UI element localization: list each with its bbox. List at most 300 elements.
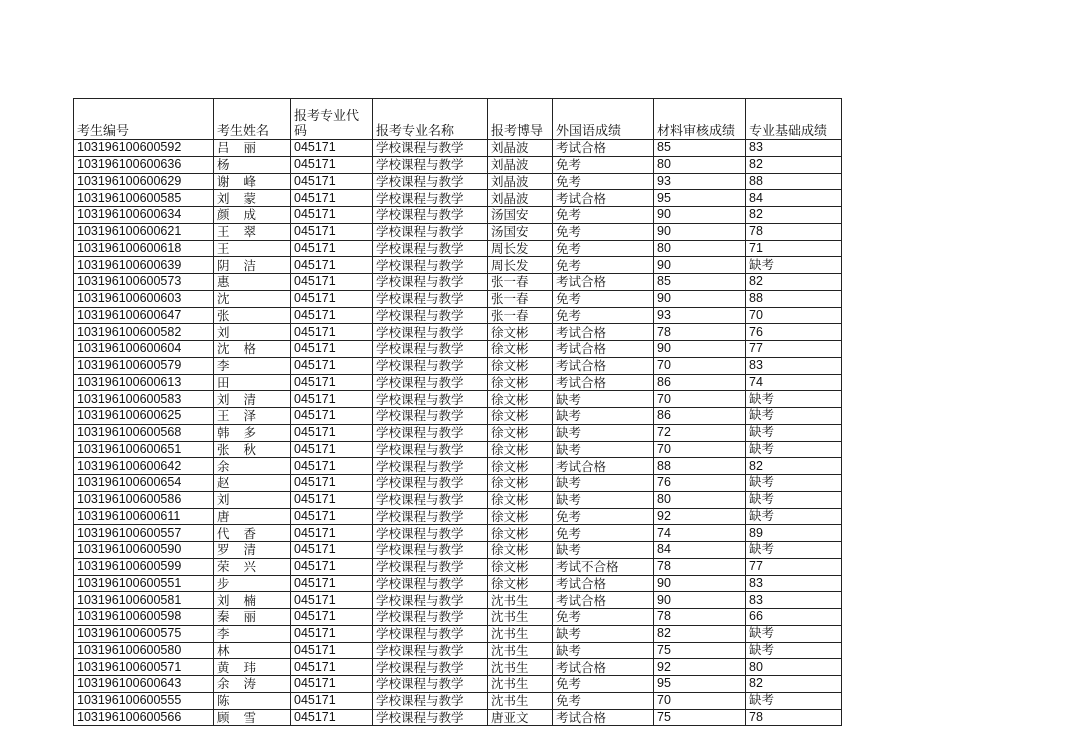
table-row — [74, 441, 842, 458]
professional-basis-score-cell: 88 — [746, 173, 842, 190]
candidate-id-cell: 103196100600625 — [74, 408, 214, 425]
table-row — [74, 659, 842, 676]
major-code-cell: 045171 — [291, 709, 373, 726]
material-review-score-cell: 82 — [654, 625, 746, 642]
candidate-id-cell: 103196100600642 — [74, 458, 214, 475]
major-code-cell: 045171 — [291, 341, 373, 358]
foreign-language-score-cell: 考试不合格 — [553, 558, 654, 575]
candidate-id-cell: 103196100600654 — [74, 475, 214, 492]
supervisor-cell: 唐亚文 — [488, 709, 553, 726]
major-code-cell: 045171 — [291, 190, 373, 207]
major-name-cell: 学校课程与教学 — [373, 156, 488, 173]
table-row — [74, 592, 842, 609]
candidate-name-cell: 余 — [214, 458, 291, 475]
candidate-name-cell: 刘楠 — [214, 592, 291, 609]
major-code-cell: 045171 — [291, 642, 373, 659]
header-material-review-score: 材料审核成绩 — [654, 99, 746, 140]
foreign-language-score-cell: 缺考 — [553, 424, 654, 441]
major-name-cell: 学校课程与教学 — [373, 491, 488, 508]
candidate-name-cell: 王 — [214, 240, 291, 257]
major-name-cell: 学校课程与教学 — [373, 475, 488, 492]
professional-basis-score-cell: 缺考 — [746, 408, 842, 425]
major-code-cell: 045171 — [291, 307, 373, 324]
supervisor-cell: 刘晶波 — [488, 140, 553, 157]
candidate-id-cell: 103196100600557 — [74, 525, 214, 542]
supervisor-cell: 张一春 — [488, 274, 553, 291]
supervisor-cell: 徐文彬 — [488, 542, 553, 559]
table-row — [74, 391, 842, 408]
major-code-cell: 045171 — [291, 156, 373, 173]
supervisor-cell: 徐文彬 — [488, 441, 553, 458]
foreign-language-score-cell: 考试合格 — [553, 709, 654, 726]
foreign-language-score-cell: 考试合格 — [553, 575, 654, 592]
professional-basis-score-cell: 80 — [746, 659, 842, 676]
material-review-score-cell: 92 — [654, 508, 746, 525]
major-code-cell: 045171 — [291, 240, 373, 257]
major-code-cell: 045171 — [291, 290, 373, 307]
table-row — [74, 676, 842, 693]
major-name-cell: 学校课程与教学 — [373, 542, 488, 559]
supervisor-cell: 刘晶波 — [488, 190, 553, 207]
professional-basis-score-cell: 缺考 — [746, 257, 842, 274]
material-review-score-cell: 75 — [654, 642, 746, 659]
professional-basis-score-cell: 88 — [746, 290, 842, 307]
candidate-name-cell: 张 — [214, 307, 291, 324]
major-name-cell: 学校课程与教学 — [373, 324, 488, 341]
major-code-cell: 045171 — [291, 357, 373, 374]
foreign-language-score-cell: 考试合格 — [553, 374, 654, 391]
major-code-cell: 045171 — [291, 558, 373, 575]
candidate-name-cell: 吕丽 — [214, 140, 291, 157]
material-review-score-cell: 80 — [654, 491, 746, 508]
professional-basis-score-cell: 缺考 — [746, 424, 842, 441]
professional-basis-score-cell: 缺考 — [746, 542, 842, 559]
candidate-id-cell: 103196100600613 — [74, 374, 214, 391]
major-name-cell: 学校课程与教学 — [373, 374, 488, 391]
candidate-name-cell: 张秋 — [214, 441, 291, 458]
table-row — [74, 307, 842, 324]
material-review-score-cell: 92 — [654, 659, 746, 676]
table-row — [74, 542, 842, 559]
professional-basis-score-cell: 82 — [746, 156, 842, 173]
table-row — [74, 324, 842, 341]
candidate-name-cell: 唐 — [214, 508, 291, 525]
professional-basis-score-cell: 缺考 — [746, 692, 842, 709]
table-row — [74, 274, 842, 291]
professional-basis-score-cell: 83 — [746, 357, 842, 374]
material-review-score-cell: 90 — [654, 290, 746, 307]
foreign-language-score-cell: 考试合格 — [553, 140, 654, 157]
foreign-language-score-cell: 免考 — [553, 609, 654, 626]
candidate-name-cell: 颜成 — [214, 207, 291, 224]
candidate-id-cell: 103196100600566 — [74, 709, 214, 726]
material-review-score-cell: 90 — [654, 592, 746, 609]
material-review-score-cell: 70 — [654, 391, 746, 408]
candidate-name-cell: 李 — [214, 357, 291, 374]
table-row — [74, 240, 842, 257]
supervisor-cell: 徐文彬 — [488, 491, 553, 508]
supervisor-cell: 徐文彬 — [488, 558, 553, 575]
major-code-cell: 045171 — [291, 609, 373, 626]
material-review-score-cell: 84 — [654, 542, 746, 559]
major-name-cell: 学校课程与教学 — [373, 592, 488, 609]
supervisor-cell: 张一春 — [488, 307, 553, 324]
major-name-cell: 学校课程与教学 — [373, 190, 488, 207]
professional-basis-score-cell: 82 — [746, 458, 842, 475]
material-review-score-cell: 86 — [654, 408, 746, 425]
header-major-name: 报考专业名称 — [373, 99, 488, 140]
candidate-name-cell: 赵 — [214, 475, 291, 492]
table-row — [74, 625, 842, 642]
header-foreign-language-score: 外国语成绩 — [553, 99, 654, 140]
candidate-id-cell: 103196100600586 — [74, 491, 214, 508]
major-code-cell: 045171 — [291, 692, 373, 709]
professional-basis-score-cell: 缺考 — [746, 491, 842, 508]
material-review-score-cell: 88 — [654, 458, 746, 475]
candidate-id-cell: 103196100600611 — [74, 508, 214, 525]
candidate-id-cell: 103196100600580 — [74, 642, 214, 659]
table-row — [74, 558, 842, 575]
foreign-language-score-cell: 考试合格 — [553, 190, 654, 207]
supervisor-cell: 汤国安 — [488, 223, 553, 240]
professional-basis-score-cell: 82 — [746, 676, 842, 693]
foreign-language-score-cell: 免考 — [553, 525, 654, 542]
supervisor-cell: 徐文彬 — [488, 575, 553, 592]
table-row — [74, 508, 842, 525]
candidate-name-cell: 阴洁 — [214, 257, 291, 274]
foreign-language-score-cell: 免考 — [553, 676, 654, 693]
table-row — [74, 223, 842, 240]
supervisor-cell: 徐文彬 — [488, 341, 553, 358]
major-name-cell: 学校课程与教学 — [373, 676, 488, 693]
foreign-language-score-cell: 考试合格 — [553, 357, 654, 374]
material-review-score-cell: 85 — [654, 274, 746, 291]
professional-basis-score-cell: 77 — [746, 341, 842, 358]
header-major-code: 报考专业代码 — [291, 99, 373, 140]
major-code-cell: 045171 — [291, 140, 373, 157]
major-code-cell: 045171 — [291, 508, 373, 525]
candidate-id-cell: 103196100600639 — [74, 257, 214, 274]
foreign-language-score-cell: 免考 — [553, 692, 654, 709]
candidate-id-cell: 103196100600582 — [74, 324, 214, 341]
table-body — [74, 140, 842, 726]
header-supervisor: 报考博导 — [488, 99, 553, 140]
candidate-name-cell: 沈格 — [214, 341, 291, 358]
material-review-score-cell: 93 — [654, 307, 746, 324]
major-code-cell: 045171 — [291, 458, 373, 475]
professional-basis-score-cell: 缺考 — [746, 441, 842, 458]
candidate-name-cell: 秦丽 — [214, 609, 291, 626]
candidate-name-cell: 田 — [214, 374, 291, 391]
header-candidate-id: 考生编号 — [74, 99, 214, 140]
professional-basis-score-cell: 71 — [746, 240, 842, 257]
supervisor-cell: 周长发 — [488, 240, 553, 257]
candidate-name-cell: 荣兴 — [214, 558, 291, 575]
foreign-language-score-cell: 缺考 — [553, 408, 654, 425]
material-review-score-cell: 70 — [654, 692, 746, 709]
table-row — [74, 424, 842, 441]
foreign-language-score-cell: 免考 — [553, 156, 654, 173]
major-name-cell: 学校课程与教学 — [373, 709, 488, 726]
professional-basis-score-cell: 缺考 — [746, 642, 842, 659]
major-name-cell: 学校课程与教学 — [373, 408, 488, 425]
major-name-cell: 学校课程与教学 — [373, 642, 488, 659]
candidate-name-cell: 刘 — [214, 324, 291, 341]
major-code-cell: 045171 — [291, 223, 373, 240]
major-code-cell: 045171 — [291, 424, 373, 441]
professional-basis-score-cell: 89 — [746, 525, 842, 542]
candidate-id-cell: 103196100600604 — [74, 341, 214, 358]
supervisor-cell: 徐文彬 — [488, 525, 553, 542]
candidate-id-cell: 103196100600579 — [74, 357, 214, 374]
table-row — [74, 458, 842, 475]
header-professional-basis-score: 专业基础成绩 — [746, 99, 842, 140]
material-review-score-cell: 95 — [654, 676, 746, 693]
material-review-score-cell: 70 — [654, 357, 746, 374]
professional-basis-score-cell: 82 — [746, 274, 842, 291]
major-code-cell: 045171 — [291, 491, 373, 508]
candidate-name-cell: 王泽 — [214, 408, 291, 425]
major-code-cell: 045171 — [291, 207, 373, 224]
candidate-name-cell: 刘 — [214, 491, 291, 508]
professional-basis-score-cell: 缺考 — [746, 475, 842, 492]
supervisor-cell: 徐文彬 — [488, 475, 553, 492]
foreign-language-score-cell: 考试合格 — [553, 659, 654, 676]
table-row — [74, 692, 842, 709]
major-code-cell: 045171 — [291, 475, 373, 492]
candidate-id-cell: 103196100600621 — [74, 223, 214, 240]
major-name-cell: 学校课程与教学 — [373, 508, 488, 525]
major-code-cell: 045171 — [291, 374, 373, 391]
material-review-score-cell: 75 — [654, 709, 746, 726]
supervisor-cell: 徐文彬 — [488, 324, 553, 341]
supervisor-cell: 沈书生 — [488, 692, 553, 709]
professional-basis-score-cell: 缺考 — [746, 508, 842, 525]
candidate-id-cell: 103196100600592 — [74, 140, 214, 157]
major-name-cell: 学校课程与教学 — [373, 274, 488, 291]
foreign-language-score-cell: 缺考 — [553, 391, 654, 408]
material-review-score-cell: 90 — [654, 257, 746, 274]
material-review-score-cell: 76 — [654, 475, 746, 492]
material-review-score-cell: 78 — [654, 324, 746, 341]
supervisor-cell: 沈书生 — [488, 592, 553, 609]
table-row — [74, 290, 842, 307]
table-row — [74, 140, 842, 157]
candidate-id-cell: 103196100600598 — [74, 609, 214, 626]
professional-basis-score-cell: 78 — [746, 709, 842, 726]
foreign-language-score-cell: 免考 — [553, 223, 654, 240]
professional-basis-score-cell: 84 — [746, 190, 842, 207]
table-row — [74, 609, 842, 626]
professional-basis-score-cell: 82 — [746, 207, 842, 224]
foreign-language-score-cell: 考试合格 — [553, 592, 654, 609]
foreign-language-score-cell: 缺考 — [553, 642, 654, 659]
candidate-name-cell: 刘清 — [214, 391, 291, 408]
supervisor-cell: 徐文彬 — [488, 357, 553, 374]
major-name-cell: 学校课程与教学 — [373, 357, 488, 374]
major-name-cell: 学校课程与教学 — [373, 424, 488, 441]
major-code-cell: 045171 — [291, 408, 373, 425]
supervisor-cell: 周长发 — [488, 257, 553, 274]
foreign-language-score-cell: 缺考 — [553, 475, 654, 492]
professional-basis-score-cell: 缺考 — [746, 391, 842, 408]
supervisor-cell: 沈书生 — [488, 609, 553, 626]
professional-basis-score-cell: 77 — [746, 558, 842, 575]
table-row — [74, 173, 842, 190]
candidate-name-cell: 黄玮 — [214, 659, 291, 676]
major-name-cell: 学校课程与教学 — [373, 140, 488, 157]
major-code-cell: 045171 — [291, 391, 373, 408]
candidate-id-cell: 103196100600575 — [74, 625, 214, 642]
material-review-score-cell: 80 — [654, 156, 746, 173]
candidate-id-cell: 103196100600590 — [74, 542, 214, 559]
foreign-language-score-cell: 缺考 — [553, 491, 654, 508]
major-name-cell: 学校课程与教学 — [373, 391, 488, 408]
professional-basis-score-cell: 78 — [746, 223, 842, 240]
material-review-score-cell: 86 — [654, 374, 746, 391]
professional-basis-score-cell: 66 — [746, 609, 842, 626]
candidate-name-cell: 刘蒙 — [214, 190, 291, 207]
table-row — [74, 374, 842, 391]
candidate-name-cell: 林 — [214, 642, 291, 659]
supervisor-cell: 汤国安 — [488, 207, 553, 224]
candidate-id-cell: 103196100600583 — [74, 391, 214, 408]
table-row — [74, 190, 842, 207]
candidate-id-cell: 103196100600651 — [74, 441, 214, 458]
candidate-name-cell: 杨 — [214, 156, 291, 173]
candidate-name-cell: 罗清 — [214, 542, 291, 559]
foreign-language-score-cell: 免考 — [553, 207, 654, 224]
professional-basis-score-cell: 83 — [746, 140, 842, 157]
professional-basis-score-cell: 83 — [746, 575, 842, 592]
major-code-cell: 045171 — [291, 592, 373, 609]
candidate-name-cell: 李 — [214, 625, 291, 642]
foreign-language-score-cell: 考试合格 — [553, 341, 654, 358]
foreign-language-score-cell: 免考 — [553, 290, 654, 307]
professional-basis-score-cell: 76 — [746, 324, 842, 341]
supervisor-cell: 沈书生 — [488, 625, 553, 642]
table-row — [74, 575, 842, 592]
foreign-language-score-cell: 缺考 — [553, 441, 654, 458]
table-row — [74, 341, 842, 358]
supervisor-cell: 徐文彬 — [488, 508, 553, 525]
professional-basis-score-cell: 74 — [746, 374, 842, 391]
table-row — [74, 525, 842, 542]
table-row — [74, 475, 842, 492]
candidate-name-cell: 代香 — [214, 525, 291, 542]
table-header-row — [74, 99, 842, 140]
candidate-id-cell: 103196100600573 — [74, 274, 214, 291]
candidate-name-cell: 韩多 — [214, 424, 291, 441]
table-row — [74, 642, 842, 659]
table-row — [74, 408, 842, 425]
major-name-cell: 学校课程与教学 — [373, 458, 488, 475]
candidate-name-cell: 沈 — [214, 290, 291, 307]
foreign-language-score-cell: 缺考 — [553, 542, 654, 559]
foreign-language-score-cell: 免考 — [553, 307, 654, 324]
supervisor-cell: 徐文彬 — [488, 374, 553, 391]
foreign-language-score-cell: 免考 — [553, 508, 654, 525]
candidate-id-cell: 103196100600551 — [74, 575, 214, 592]
candidate-name-cell: 谢峰 — [214, 173, 291, 190]
supervisor-cell: 徐文彬 — [488, 458, 553, 475]
material-review-score-cell: 74 — [654, 525, 746, 542]
material-review-score-cell: 80 — [654, 240, 746, 257]
major-name-cell: 学校课程与教学 — [373, 558, 488, 575]
major-code-cell: 045171 — [291, 676, 373, 693]
professional-basis-score-cell: 缺考 — [746, 625, 842, 642]
candidate-id-cell: 103196100600571 — [74, 659, 214, 676]
material-review-score-cell: 93 — [654, 173, 746, 190]
professional-basis-score-cell: 70 — [746, 307, 842, 324]
candidate-id-cell: 103196100600643 — [74, 676, 214, 693]
material-review-score-cell: 70 — [654, 441, 746, 458]
candidate-name-cell: 顾雪 — [214, 709, 291, 726]
material-review-score-cell: 90 — [654, 575, 746, 592]
candidate-name-cell: 步 — [214, 575, 291, 592]
major-name-cell: 学校课程与教学 — [373, 692, 488, 709]
candidate-name-cell: 余涛 — [214, 676, 291, 693]
major-code-cell: 045171 — [291, 625, 373, 642]
material-review-score-cell: 72 — [654, 424, 746, 441]
candidate-name-cell: 惠 — [214, 274, 291, 291]
major-name-cell: 学校课程与教学 — [373, 625, 488, 642]
major-name-cell: 学校课程与教学 — [373, 307, 488, 324]
foreign-language-score-cell: 考试合格 — [553, 324, 654, 341]
candidate-id-cell: 103196100600634 — [74, 207, 214, 224]
table-row — [74, 709, 842, 726]
candidate-name-cell: 陈 — [214, 692, 291, 709]
foreign-language-score-cell: 考试合格 — [553, 458, 654, 475]
major-name-cell: 学校课程与教学 — [373, 240, 488, 257]
table-row — [74, 491, 842, 508]
candidate-id-cell: 103196100600585 — [74, 190, 214, 207]
professional-basis-score-cell: 83 — [746, 592, 842, 609]
major-code-cell: 045171 — [291, 173, 373, 190]
supervisor-cell: 刘晶波 — [488, 173, 553, 190]
foreign-language-score-cell: 免考 — [553, 257, 654, 274]
candidate-id-cell: 103196100600555 — [74, 692, 214, 709]
candidate-name-cell: 王翠 — [214, 223, 291, 240]
supervisor-cell: 刘晶波 — [488, 156, 553, 173]
major-name-cell: 学校课程与教学 — [373, 290, 488, 307]
candidate-id-cell: 103196100600636 — [74, 156, 214, 173]
material-review-score-cell: 78 — [654, 558, 746, 575]
table-row — [74, 257, 842, 274]
material-review-score-cell: 90 — [654, 223, 746, 240]
supervisor-cell: 沈书生 — [488, 659, 553, 676]
supervisor-cell: 徐文彬 — [488, 391, 553, 408]
major-name-cell: 学校课程与教学 — [373, 441, 488, 458]
major-name-cell: 学校课程与教学 — [373, 525, 488, 542]
major-name-cell: 学校课程与教学 — [373, 575, 488, 592]
material-review-score-cell: 95 — [654, 190, 746, 207]
major-code-cell: 045171 — [291, 441, 373, 458]
score-table — [73, 98, 842, 726]
supervisor-cell: 沈书生 — [488, 676, 553, 693]
candidate-id-cell: 103196100600581 — [74, 592, 214, 609]
material-review-score-cell: 85 — [654, 140, 746, 157]
major-name-cell: 学校课程与教学 — [373, 223, 488, 240]
candidate-id-cell: 103196100600599 — [74, 558, 214, 575]
major-name-cell: 学校课程与教学 — [373, 659, 488, 676]
supervisor-cell: 徐文彬 — [488, 408, 553, 425]
candidate-id-cell: 103196100600603 — [74, 290, 214, 307]
material-review-score-cell: 78 — [654, 609, 746, 626]
supervisor-cell: 张一春 — [488, 290, 553, 307]
major-code-cell: 045171 — [291, 659, 373, 676]
foreign-language-score-cell: 免考 — [553, 240, 654, 257]
